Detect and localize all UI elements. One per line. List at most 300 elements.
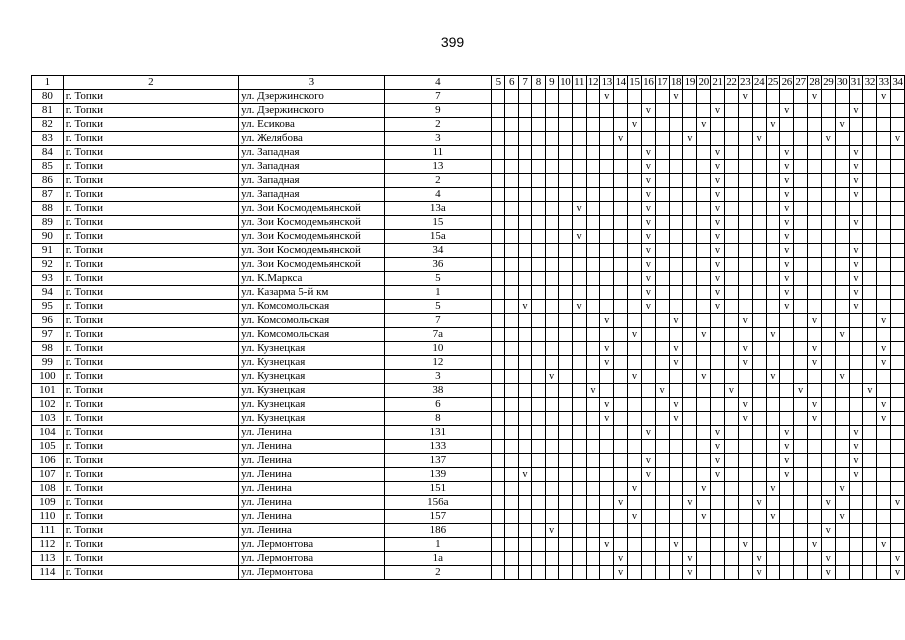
mark-cell xyxy=(891,538,905,552)
mark-cell xyxy=(586,426,600,440)
mark-cell xyxy=(586,272,600,286)
mark-cell xyxy=(877,370,891,384)
header-col-33: 33 xyxy=(878,76,889,88)
mark-cell xyxy=(863,412,877,426)
mark-cell: v xyxy=(711,188,725,202)
mark-cell xyxy=(518,132,531,146)
mark-cell xyxy=(558,552,572,566)
table-row xyxy=(32,468,905,482)
mark-cell: v xyxy=(738,342,752,356)
mark-cell xyxy=(766,426,780,440)
mark-cell xyxy=(628,398,642,412)
mark-cell: v xyxy=(614,566,628,580)
mark-cell: v xyxy=(711,272,725,286)
table-row xyxy=(32,566,905,580)
mark-cell xyxy=(614,118,628,132)
mark-cell xyxy=(891,356,905,370)
mark-cell xyxy=(655,538,669,552)
mark-cell xyxy=(518,552,531,566)
mark-cell: v xyxy=(669,412,683,426)
city-cell: г. Топки xyxy=(63,90,238,104)
mark-cell xyxy=(492,552,505,566)
mark-cell xyxy=(505,286,518,300)
mark-cell xyxy=(669,216,683,230)
mark-cell xyxy=(628,454,642,468)
mark-cell xyxy=(821,202,835,216)
mark-cell xyxy=(586,496,600,510)
mark-cell xyxy=(518,524,531,538)
mark-cell: v xyxy=(808,412,822,426)
mark-cell xyxy=(863,314,877,328)
mark-cell: v xyxy=(711,258,725,272)
mark-cell xyxy=(572,384,586,398)
mark-cell xyxy=(683,104,697,118)
mark-cell xyxy=(614,160,628,174)
mark-cell xyxy=(614,314,628,328)
mark-cell xyxy=(572,160,586,174)
mark-cell: v xyxy=(849,174,863,188)
mark-cell xyxy=(614,524,628,538)
mark-cell xyxy=(780,356,794,370)
house-cell: 151 xyxy=(384,482,491,496)
mark-cell xyxy=(794,552,808,566)
mark-cell xyxy=(655,272,669,286)
mark-cell xyxy=(545,118,558,132)
mark-cell xyxy=(558,118,572,132)
mark-cell xyxy=(752,244,766,258)
mark-cell xyxy=(505,272,518,286)
mark-cell xyxy=(808,496,822,510)
city-cell: г. Топки xyxy=(63,342,238,356)
mark-cell xyxy=(821,328,835,342)
mark-cell xyxy=(780,524,794,538)
mark-cell xyxy=(877,216,891,230)
mark-cell xyxy=(545,454,558,468)
table-row xyxy=(32,300,905,314)
mark-cell xyxy=(600,104,614,118)
mark-cell xyxy=(697,90,711,104)
header-col-23: 23 xyxy=(740,76,751,88)
header-col-16: 16 xyxy=(643,76,654,88)
mark-cell xyxy=(586,468,600,482)
mark-cell xyxy=(492,188,505,202)
mark-cell xyxy=(697,272,711,286)
mark-cell xyxy=(752,160,766,174)
mark-cell: v xyxy=(835,328,849,342)
mark-cell: v xyxy=(724,384,738,398)
mark-cell xyxy=(835,566,849,580)
mark-cell: v xyxy=(669,538,683,552)
mark-cell xyxy=(492,454,505,468)
house-cell: 186 xyxy=(384,524,491,538)
mark-cell xyxy=(669,258,683,272)
mark-cell xyxy=(655,202,669,216)
mark-cell xyxy=(572,370,586,384)
mark-cell xyxy=(628,202,642,216)
mark-cell xyxy=(766,188,780,202)
mark-cell xyxy=(724,426,738,440)
mark-cell xyxy=(808,188,822,202)
mark-cell xyxy=(752,510,766,524)
mark-cell xyxy=(545,314,558,328)
mark-cell xyxy=(724,160,738,174)
table-row xyxy=(32,216,905,230)
mark-cell xyxy=(628,132,642,146)
mark-cell xyxy=(724,258,738,272)
mark-cell: v xyxy=(600,538,614,552)
mark-cell: v xyxy=(711,230,725,244)
mark-cell xyxy=(766,496,780,510)
mark-cell xyxy=(532,230,545,244)
mark-cell xyxy=(655,118,669,132)
mark-cell xyxy=(794,566,808,580)
mark-cell xyxy=(572,356,586,370)
mark-cell xyxy=(738,496,752,510)
mark-cell xyxy=(614,202,628,216)
mark-cell xyxy=(877,426,891,440)
header-col-8: 8 xyxy=(532,76,545,90)
mark-cell xyxy=(669,552,683,566)
mark-cell xyxy=(752,384,766,398)
mark-cell xyxy=(518,216,531,230)
mark-cell xyxy=(877,104,891,118)
mark-cell xyxy=(505,426,518,440)
mark-cell: v xyxy=(600,398,614,412)
mark-cell xyxy=(863,118,877,132)
mark-cell xyxy=(780,538,794,552)
mark-cell xyxy=(628,538,642,552)
mark-cell xyxy=(586,132,600,146)
mark-cell xyxy=(655,258,669,272)
mark-cell xyxy=(752,216,766,230)
mark-cell xyxy=(766,300,780,314)
mark-cell xyxy=(558,328,572,342)
mark-cell xyxy=(766,524,780,538)
mark-cell xyxy=(572,286,586,300)
mark-cell xyxy=(821,244,835,258)
mark-cell xyxy=(614,384,628,398)
mark-cell xyxy=(821,160,835,174)
mark-cell xyxy=(794,524,808,538)
street-cell: ул. Желябова xyxy=(239,132,385,146)
mark-cell xyxy=(492,244,505,258)
mark-cell xyxy=(835,104,849,118)
mark-cell xyxy=(724,272,738,286)
mark-cell xyxy=(641,328,655,342)
mark-cell xyxy=(794,468,808,482)
mark-cell xyxy=(891,216,905,230)
mark-cell xyxy=(683,328,697,342)
mark-cell xyxy=(863,510,877,524)
mark-cell xyxy=(835,244,849,258)
mark-cell xyxy=(492,440,505,454)
mark-cell: v xyxy=(849,286,863,300)
table-row xyxy=(32,552,905,566)
mark-cell xyxy=(766,552,780,566)
street-cell: ул. Ленина xyxy=(239,440,385,454)
mark-cell xyxy=(711,412,725,426)
mark-cell xyxy=(711,384,725,398)
mark-cell xyxy=(669,426,683,440)
table-row xyxy=(32,328,905,342)
row-number-cell: 82 xyxy=(32,118,64,132)
mark-cell xyxy=(863,146,877,160)
mark-cell xyxy=(738,118,752,132)
mark-cell xyxy=(655,104,669,118)
mark-cell xyxy=(683,286,697,300)
mark-cell: v xyxy=(849,300,863,314)
mark-cell: v xyxy=(738,398,752,412)
mark-cell xyxy=(724,440,738,454)
row-number-cell: 112 xyxy=(32,538,64,552)
mark-cell xyxy=(766,258,780,272)
mark-cell xyxy=(655,314,669,328)
mark-cell xyxy=(628,258,642,272)
city-cell: г. Топки xyxy=(63,272,238,286)
mark-cell xyxy=(614,454,628,468)
mark-cell xyxy=(586,160,600,174)
mark-cell xyxy=(586,524,600,538)
mark-cell: v xyxy=(738,412,752,426)
mark-cell xyxy=(669,328,683,342)
table-row xyxy=(32,370,905,384)
mark-cell xyxy=(586,118,600,132)
house-cell: 10 xyxy=(384,342,491,356)
mark-cell xyxy=(669,202,683,216)
mark-cell: v xyxy=(641,272,655,286)
mark-cell xyxy=(697,440,711,454)
mark-cell xyxy=(545,356,558,370)
mark-cell xyxy=(877,202,891,216)
mark-cell xyxy=(724,146,738,160)
street-cell: ул. Зои Космодемьянской xyxy=(239,216,385,230)
mark-cell xyxy=(600,426,614,440)
mark-cell: v xyxy=(835,482,849,496)
mark-cell xyxy=(586,538,600,552)
mark-cell xyxy=(766,566,780,580)
mark-cell xyxy=(572,524,586,538)
mark-cell xyxy=(738,244,752,258)
mark-cell xyxy=(724,482,738,496)
mark-cell xyxy=(711,510,725,524)
table-row xyxy=(32,426,905,440)
mark-cell xyxy=(821,188,835,202)
mark-cell xyxy=(808,524,822,538)
mark-cell xyxy=(655,370,669,384)
mark-cell xyxy=(614,104,628,118)
row-number-cell: 80 xyxy=(32,90,64,104)
mark-cell xyxy=(794,314,808,328)
mark-cell xyxy=(655,244,669,258)
mark-cell: v xyxy=(669,342,683,356)
mark-cell xyxy=(891,300,905,314)
mark-cell xyxy=(572,328,586,342)
mark-cell xyxy=(572,188,586,202)
mark-cell xyxy=(505,328,518,342)
mark-cell xyxy=(877,230,891,244)
city-cell: г. Топки xyxy=(63,412,238,426)
house-cell: 2 xyxy=(384,174,491,188)
city-cell: г. Топки xyxy=(63,174,238,188)
city-cell: г. Топки xyxy=(63,454,238,468)
mark-cell xyxy=(532,468,545,482)
street-cell: ул. Комсомольская xyxy=(239,300,385,314)
header-col-20: 20 xyxy=(698,76,709,88)
mark-cell: v xyxy=(572,230,586,244)
mark-cell xyxy=(877,244,891,258)
city-cell: г. Топки xyxy=(63,160,238,174)
mark-cell: v xyxy=(877,398,891,412)
table-row xyxy=(32,398,905,412)
mark-cell: v xyxy=(780,272,794,286)
city-cell: г. Топки xyxy=(63,230,238,244)
mark-cell xyxy=(697,146,711,160)
mark-cell xyxy=(738,468,752,482)
mark-cell xyxy=(628,426,642,440)
street-cell: ул. Кузнецкая xyxy=(239,342,385,356)
mark-cell xyxy=(492,216,505,230)
mark-cell xyxy=(558,202,572,216)
house-cell: 6 xyxy=(384,398,491,412)
mark-cell xyxy=(808,468,822,482)
mark-cell xyxy=(683,384,697,398)
mark-cell xyxy=(697,160,711,174)
table-row xyxy=(32,384,905,398)
mark-cell xyxy=(532,174,545,188)
mark-cell xyxy=(545,272,558,286)
mark-cell xyxy=(683,244,697,258)
mark-cell: v xyxy=(794,384,808,398)
mark-cell xyxy=(572,482,586,496)
mark-cell: v xyxy=(849,454,863,468)
city-cell: г. Топки xyxy=(63,132,238,146)
mark-cell xyxy=(586,398,600,412)
mark-cell xyxy=(628,300,642,314)
row-number-cell: 92 xyxy=(32,258,64,272)
mark-cell: v xyxy=(780,146,794,160)
mark-cell xyxy=(628,468,642,482)
mark-cell xyxy=(492,174,505,188)
mark-cell xyxy=(505,356,518,370)
mark-cell xyxy=(641,524,655,538)
mark-cell xyxy=(492,412,505,426)
mark-cell: v xyxy=(835,370,849,384)
mark-cell xyxy=(492,468,505,482)
mark-cell xyxy=(808,202,822,216)
mark-cell xyxy=(600,552,614,566)
mark-cell xyxy=(532,384,545,398)
mark-cell: v xyxy=(669,398,683,412)
mark-cell xyxy=(683,398,697,412)
mark-cell: v xyxy=(808,356,822,370)
mark-cell: v xyxy=(780,286,794,300)
table-row xyxy=(32,188,905,202)
mark-cell xyxy=(697,286,711,300)
mark-cell xyxy=(752,454,766,468)
mark-cell xyxy=(683,370,697,384)
mark-cell xyxy=(600,300,614,314)
mark-cell xyxy=(545,552,558,566)
mark-cell xyxy=(794,90,808,104)
mark-cell xyxy=(891,454,905,468)
mark-cell xyxy=(808,118,822,132)
mark-cell xyxy=(863,328,877,342)
mark-cell xyxy=(545,258,558,272)
mark-cell xyxy=(558,314,572,328)
mark-cell xyxy=(518,328,531,342)
house-cell: 11 xyxy=(384,146,491,160)
header-col-4: 4 xyxy=(384,76,491,90)
mark-cell xyxy=(558,510,572,524)
mark-cell xyxy=(600,188,614,202)
mark-cell xyxy=(891,118,905,132)
mark-cell xyxy=(586,258,600,272)
mark-cell: v xyxy=(711,286,725,300)
mark-cell: v xyxy=(780,454,794,468)
mark-cell xyxy=(683,314,697,328)
mark-cell: v xyxy=(780,230,794,244)
mark-cell: v xyxy=(711,174,725,188)
mark-cell xyxy=(545,286,558,300)
header-col-18: 18 xyxy=(670,76,682,88)
mark-cell xyxy=(532,454,545,468)
house-cell: 7 xyxy=(384,314,491,328)
mark-cell xyxy=(863,230,877,244)
street-cell: ул. Кузнецкая xyxy=(239,370,385,384)
mark-cell xyxy=(711,552,725,566)
row-number-cell: 86 xyxy=(32,174,64,188)
mark-cell: v xyxy=(518,300,531,314)
mark-cell: v xyxy=(628,510,642,524)
mark-cell xyxy=(794,244,808,258)
mark-cell: v xyxy=(669,356,683,370)
mark-cell xyxy=(628,244,642,258)
mark-cell xyxy=(891,468,905,482)
row-number-cell: 98 xyxy=(32,342,64,356)
mark-cell xyxy=(808,454,822,468)
mark-cell xyxy=(614,188,628,202)
mark-cell xyxy=(849,524,863,538)
mark-cell: v xyxy=(697,118,711,132)
mark-cell xyxy=(545,230,558,244)
house-cell: 13 xyxy=(384,160,491,174)
mark-cell xyxy=(863,454,877,468)
mark-cell xyxy=(669,524,683,538)
mark-cell: v xyxy=(641,188,655,202)
mark-cell xyxy=(572,314,586,328)
mark-cell xyxy=(586,440,600,454)
mark-cell xyxy=(600,482,614,496)
mark-cell: v xyxy=(752,496,766,510)
mark-cell xyxy=(669,510,683,524)
mark-cell xyxy=(628,146,642,160)
street-cell: ул. Ленина xyxy=(239,510,385,524)
mark-cell xyxy=(655,216,669,230)
mark-cell: v xyxy=(849,244,863,258)
mark-cell: v xyxy=(780,188,794,202)
mark-cell xyxy=(724,216,738,230)
table-row xyxy=(32,496,905,510)
mark-cell xyxy=(572,412,586,426)
mark-cell xyxy=(752,356,766,370)
mark-cell xyxy=(877,146,891,160)
mark-cell xyxy=(863,398,877,412)
mark-cell xyxy=(738,482,752,496)
city-cell: г. Топки xyxy=(63,188,238,202)
mark-cell: v xyxy=(545,524,558,538)
city-cell: г. Топки xyxy=(63,426,238,440)
mark-cell xyxy=(766,454,780,468)
